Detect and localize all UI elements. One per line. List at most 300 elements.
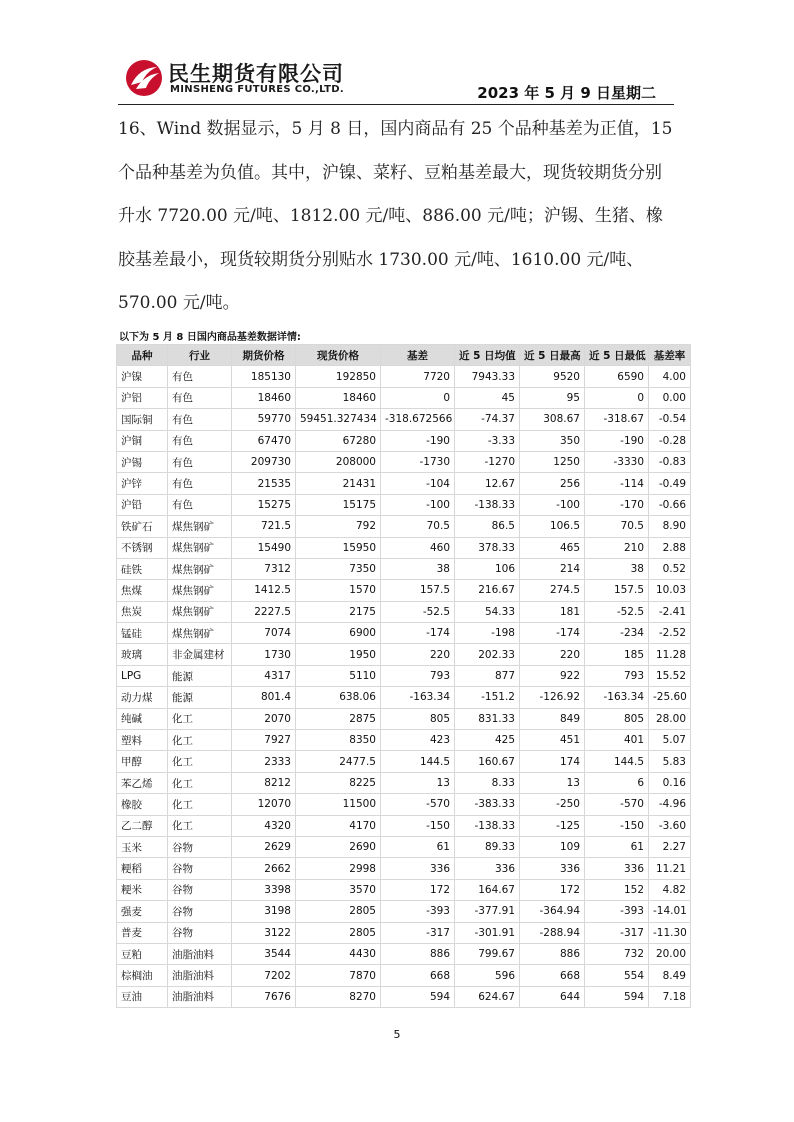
table-caption: 以下为 5 月 8 日国内商品基差数据详情: — [119, 332, 301, 343]
value-cell: 13 — [520, 772, 585, 793]
value-cell: 721.5 — [232, 516, 296, 537]
value-cell: 144.5 — [585, 751, 649, 772]
commodity-cell: 橡胶 — [117, 794, 168, 815]
value-cell: 18460 — [232, 387, 296, 408]
table-row — [117, 623, 691, 644]
value-cell: 61 — [585, 836, 649, 857]
table-row — [117, 836, 691, 857]
value-cell: 181 — [520, 601, 585, 622]
value-cell: 8225 — [296, 772, 381, 793]
commodity-cell: 铁矿石 — [117, 516, 168, 537]
value-cell: 185130 — [232, 366, 296, 387]
value-cell: 732 — [585, 943, 649, 964]
value-cell: 4.00 — [649, 366, 691, 387]
value-cell: 106 — [455, 558, 520, 579]
commodity-cell: 沪铝 — [117, 387, 168, 408]
value-cell: -25.60 — [649, 687, 691, 708]
value-cell: 460 — [381, 537, 455, 558]
value-cell: 7312 — [232, 558, 296, 579]
value-cell: 2998 — [296, 858, 381, 879]
value-cell: 350 — [520, 430, 585, 451]
value-cell: -104 — [381, 473, 455, 494]
commodity-cell: 玉米 — [117, 836, 168, 857]
commodity-cell: 强麦 — [117, 901, 168, 922]
value-cell: 106.5 — [520, 516, 585, 537]
value-cell: 11.21 — [649, 858, 691, 879]
value-cell: 18460 — [296, 387, 381, 408]
value-cell: 7074 — [232, 623, 296, 644]
table-row — [117, 708, 691, 729]
value-cell: -317 — [381, 922, 455, 943]
company-name-cn: 民生期货有限公司 — [168, 62, 344, 86]
industry-cell: 谷物 — [168, 922, 232, 943]
value-cell: 220 — [520, 644, 585, 665]
value-cell: 160.67 — [455, 751, 520, 772]
value-cell: 157.5 — [381, 580, 455, 601]
value-cell: 668 — [520, 965, 585, 986]
value-cell: 877 — [455, 665, 520, 686]
value-cell: 793 — [381, 665, 455, 686]
value-cell: 70.5 — [381, 516, 455, 537]
industry-cell: 化工 — [168, 772, 232, 793]
value-cell: 1412.5 — [232, 580, 296, 601]
value-cell: 401 — [585, 730, 649, 751]
table-row — [117, 986, 691, 1007]
value-cell: 3398 — [232, 879, 296, 900]
value-cell: -0.49 — [649, 473, 691, 494]
column-header: 品种 — [117, 345, 168, 366]
industry-cell: 谷物 — [168, 858, 232, 879]
value-cell: -114 — [585, 473, 649, 494]
value-cell: 624.67 — [455, 986, 520, 1007]
value-cell: -190 — [585, 430, 649, 451]
table-row — [117, 644, 691, 665]
table-row — [117, 879, 691, 900]
value-cell: 59451.327434 — [296, 409, 381, 430]
value-cell: 15490 — [232, 537, 296, 558]
value-cell: 4320 — [232, 815, 296, 836]
commodity-cell: 动力煤 — [117, 687, 168, 708]
commodity-cell: 甲醇 — [117, 751, 168, 772]
minsheng-logo-icon — [124, 58, 164, 98]
industry-cell: 有色 — [168, 430, 232, 451]
value-cell: 214 — [520, 558, 585, 579]
value-cell: -3330 — [585, 451, 649, 472]
value-cell: 792 — [296, 516, 381, 537]
value-cell: 109 — [520, 836, 585, 857]
value-cell: 0 — [585, 387, 649, 408]
value-cell: -138.33 — [455, 815, 520, 836]
industry-cell: 化工 — [168, 815, 232, 836]
industry-cell: 煤焦钢矿 — [168, 580, 232, 601]
value-cell: -4.96 — [649, 794, 691, 815]
value-cell: 172 — [520, 879, 585, 900]
value-cell: 2227.5 — [232, 601, 296, 622]
value-cell: -198 — [455, 623, 520, 644]
value-cell: 425 — [455, 730, 520, 751]
value-cell: 10.03 — [649, 580, 691, 601]
table-row — [117, 387, 691, 408]
value-cell: 594 — [381, 986, 455, 1007]
value-cell: 594 — [585, 986, 649, 1007]
industry-cell: 能源 — [168, 687, 232, 708]
value-cell: 336 — [520, 858, 585, 879]
commodity-cell: 沪铜 — [117, 430, 168, 451]
commodity-cell: 普麦 — [117, 922, 168, 943]
page-number: 5 — [393, 1028, 401, 1041]
value-cell: 1730 — [232, 644, 296, 665]
industry-cell: 能源 — [168, 665, 232, 686]
value-cell: 185 — [585, 644, 649, 665]
value-cell: 11.28 — [649, 644, 691, 665]
value-cell: 1570 — [296, 580, 381, 601]
value-cell: 922 — [520, 665, 585, 686]
value-cell: 2875 — [296, 708, 381, 729]
value-cell: 4317 — [232, 665, 296, 686]
table-row — [117, 558, 691, 579]
value-cell: 7202 — [232, 965, 296, 986]
column-header: 基差率 — [649, 345, 691, 366]
table-row — [117, 665, 691, 686]
value-cell: 1250 — [520, 451, 585, 472]
table-row — [117, 366, 691, 387]
value-cell: 28.00 — [649, 708, 691, 729]
value-cell: 2690 — [296, 836, 381, 857]
value-cell: 7927 — [232, 730, 296, 751]
table-row — [117, 451, 691, 472]
industry-cell: 非金属建材 — [168, 644, 232, 665]
value-cell: 423 — [381, 730, 455, 751]
value-cell: -174 — [520, 623, 585, 644]
table-row — [117, 580, 691, 601]
value-cell: -570 — [585, 794, 649, 815]
value-cell: 644 — [520, 986, 585, 1007]
value-cell: 89.33 — [455, 836, 520, 857]
value-cell: -151.2 — [455, 687, 520, 708]
value-cell: 596 — [455, 965, 520, 986]
value-cell: 308.67 — [520, 409, 585, 430]
value-cell: -11.30 — [649, 922, 691, 943]
value-cell: 70.5 — [585, 516, 649, 537]
industry-cell: 油脂油料 — [168, 986, 232, 1007]
value-cell: -126.92 — [520, 687, 585, 708]
table-row — [117, 473, 691, 494]
value-cell: 210 — [585, 537, 649, 558]
value-cell: -14.01 — [649, 901, 691, 922]
value-cell: -1730 — [381, 451, 455, 472]
value-cell: -2.41 — [649, 601, 691, 622]
commodity-cell: 硅铁 — [117, 558, 168, 579]
value-cell: -0.28 — [649, 430, 691, 451]
value-cell: 336 — [381, 858, 455, 879]
value-cell: 2477.5 — [296, 751, 381, 772]
value-cell: 2070 — [232, 708, 296, 729]
commodity-cell: 沪铅 — [117, 494, 168, 515]
value-cell: 15.52 — [649, 665, 691, 686]
table-row — [117, 730, 691, 751]
value-cell: -250 — [520, 794, 585, 815]
value-cell: 2805 — [296, 922, 381, 943]
value-cell: 3544 — [232, 943, 296, 964]
industry-cell: 油脂油料 — [168, 943, 232, 964]
value-cell: -74.37 — [455, 409, 520, 430]
value-cell: 208000 — [296, 451, 381, 472]
value-cell: 7720 — [381, 366, 455, 387]
value-cell: -0.54 — [649, 409, 691, 430]
value-cell: -190 — [381, 430, 455, 451]
header-date: 2023 年 5 月 9 日星期二 — [477, 84, 656, 102]
value-cell: -0.66 — [649, 494, 691, 515]
value-cell: 638.06 — [296, 687, 381, 708]
value-cell: 3198 — [232, 901, 296, 922]
column-header: 近 5 日均值 — [455, 345, 520, 366]
value-cell: 793 — [585, 665, 649, 686]
value-cell: 465 — [520, 537, 585, 558]
value-cell: 20.00 — [649, 943, 691, 964]
table-row — [117, 858, 691, 879]
value-cell: 6 — [585, 772, 649, 793]
value-cell: -2.52 — [649, 623, 691, 644]
industry-cell: 化工 — [168, 708, 232, 729]
value-cell: 220 — [381, 644, 455, 665]
value-cell: 216.67 — [455, 580, 520, 601]
value-cell: -138.33 — [455, 494, 520, 515]
commodity-cell: 乙二醇 — [117, 815, 168, 836]
column-header: 期货价格 — [232, 345, 296, 366]
column-header: 行业 — [168, 345, 232, 366]
value-cell: 7350 — [296, 558, 381, 579]
value-cell: 2.27 — [649, 836, 691, 857]
industry-cell: 煤焦钢矿 — [168, 537, 232, 558]
value-cell: 0 — [381, 387, 455, 408]
value-cell: 21535 — [232, 473, 296, 494]
value-cell: 886 — [381, 943, 455, 964]
value-cell: 805 — [585, 708, 649, 729]
value-cell: 15175 — [296, 494, 381, 515]
value-cell: -3.60 — [649, 815, 691, 836]
value-cell: 174 — [520, 751, 585, 772]
value-cell: -318.672566 — [381, 409, 455, 430]
value-cell: 7943.33 — [455, 366, 520, 387]
value-cell: -100 — [520, 494, 585, 515]
value-cell: 451 — [520, 730, 585, 751]
commodity-cell: 纯碱 — [117, 708, 168, 729]
value-cell: 2333 — [232, 751, 296, 772]
commodity-cell: 不锈钢 — [117, 537, 168, 558]
table-row — [117, 901, 691, 922]
value-cell: 9520 — [520, 366, 585, 387]
value-cell: 6590 — [585, 366, 649, 387]
industry-cell: 有色 — [168, 409, 232, 430]
value-cell: 3570 — [296, 879, 381, 900]
value-cell: 15275 — [232, 494, 296, 515]
value-cell: 13 — [381, 772, 455, 793]
industry-cell: 谷物 — [168, 901, 232, 922]
value-cell: 45 — [455, 387, 520, 408]
value-cell: 3122 — [232, 922, 296, 943]
table-row — [117, 965, 691, 986]
commodity-cell: 沪锌 — [117, 473, 168, 494]
table-row — [117, 516, 691, 537]
value-cell: 4.82 — [649, 879, 691, 900]
table-row — [117, 430, 691, 451]
table-row — [117, 815, 691, 836]
value-cell: -364.94 — [520, 901, 585, 922]
commodity-cell: 豆油 — [117, 986, 168, 1007]
table-row — [117, 922, 691, 943]
industry-cell: 有色 — [168, 387, 232, 408]
value-cell: 0.52 — [649, 558, 691, 579]
value-cell: 849 — [520, 708, 585, 729]
value-cell: 801.4 — [232, 687, 296, 708]
value-cell: 8.33 — [455, 772, 520, 793]
industry-cell: 谷物 — [168, 879, 232, 900]
value-cell: 209730 — [232, 451, 296, 472]
value-cell: 192850 — [296, 366, 381, 387]
value-cell: 1950 — [296, 644, 381, 665]
value-cell: -150 — [381, 815, 455, 836]
value-cell: 8270 — [296, 986, 381, 1007]
industry-cell: 煤焦钢矿 — [168, 601, 232, 622]
value-cell: 144.5 — [381, 751, 455, 772]
value-cell: 86.5 — [455, 516, 520, 537]
value-cell: -317 — [585, 922, 649, 943]
value-cell: 886 — [520, 943, 585, 964]
value-cell: 59770 — [232, 409, 296, 430]
value-cell: -100 — [381, 494, 455, 515]
value-cell: 157.5 — [585, 580, 649, 601]
value-cell: 831.33 — [455, 708, 520, 729]
industry-cell: 有色 — [168, 494, 232, 515]
industry-cell: 化工 — [168, 751, 232, 772]
value-cell: 4170 — [296, 815, 381, 836]
table-row — [117, 794, 691, 815]
commodity-cell: 塑料 — [117, 730, 168, 751]
value-cell: 15950 — [296, 537, 381, 558]
value-cell: 336 — [585, 858, 649, 879]
value-cell: 12070 — [232, 794, 296, 815]
industry-cell: 有色 — [168, 451, 232, 472]
industry-cell: 谷物 — [168, 836, 232, 857]
value-cell: -163.34 — [381, 687, 455, 708]
value-cell: 274.5 — [520, 580, 585, 601]
commodity-cell: 玻璃 — [117, 644, 168, 665]
value-cell: -234 — [585, 623, 649, 644]
value-cell: -52.5 — [381, 601, 455, 622]
value-cell: 67470 — [232, 430, 296, 451]
value-cell: -170 — [585, 494, 649, 515]
industry-cell: 化工 — [168, 794, 232, 815]
value-cell: 5.07 — [649, 730, 691, 751]
value-cell: 67280 — [296, 430, 381, 451]
commodity-cell: 豆粕 — [117, 943, 168, 964]
value-cell: -318.67 — [585, 409, 649, 430]
value-cell: -301.91 — [455, 922, 520, 943]
table-header-row — [117, 345, 691, 366]
value-cell: -3.33 — [455, 430, 520, 451]
industry-cell: 有色 — [168, 473, 232, 494]
value-cell: 336 — [455, 858, 520, 879]
value-cell: 799.67 — [455, 943, 520, 964]
table-row — [117, 494, 691, 515]
industry-cell: 油脂油料 — [168, 965, 232, 986]
value-cell: 2805 — [296, 901, 381, 922]
value-cell: -383.33 — [455, 794, 520, 815]
value-cell: 5110 — [296, 665, 381, 686]
value-cell: 7676 — [232, 986, 296, 1007]
value-cell: -163.34 — [585, 687, 649, 708]
value-cell: 8.90 — [649, 516, 691, 537]
commodity-cell: 粳米 — [117, 879, 168, 900]
value-cell: 0.16 — [649, 772, 691, 793]
value-cell: -125 — [520, 815, 585, 836]
value-cell: -52.5 — [585, 601, 649, 622]
commodity-cell: 焦煤 — [117, 580, 168, 601]
value-cell: -393 — [585, 901, 649, 922]
value-cell: 2662 — [232, 858, 296, 879]
basis-data-table — [116, 344, 691, 1008]
value-cell: 805 — [381, 708, 455, 729]
value-cell: 61 — [381, 836, 455, 857]
value-cell: 202.33 — [455, 644, 520, 665]
table-row — [117, 601, 691, 622]
value-cell: 4430 — [296, 943, 381, 964]
value-cell: -174 — [381, 623, 455, 644]
commodity-cell: 棕榈油 — [117, 965, 168, 986]
value-cell: 95 — [520, 387, 585, 408]
value-cell: 2.88 — [649, 537, 691, 558]
table-row — [117, 772, 691, 793]
value-cell: 0.00 — [649, 387, 691, 408]
value-cell: -377.91 — [455, 901, 520, 922]
value-cell: 54.33 — [455, 601, 520, 622]
value-cell: 7.18 — [649, 986, 691, 1007]
commodity-cell: 焦炭 — [117, 601, 168, 622]
value-cell: 2629 — [232, 836, 296, 857]
table-row — [117, 409, 691, 430]
table-row — [117, 751, 691, 772]
value-cell: 164.67 — [455, 879, 520, 900]
value-cell: 2175 — [296, 601, 381, 622]
industry-cell: 煤焦钢矿 — [168, 516, 232, 537]
value-cell: 7870 — [296, 965, 381, 986]
industry-cell: 煤焦钢矿 — [168, 558, 232, 579]
value-cell: 21431 — [296, 473, 381, 494]
commodity-cell: 苯乙烯 — [117, 772, 168, 793]
column-header: 近 5 日最高 — [520, 345, 585, 366]
commodity-cell: 锰硅 — [117, 623, 168, 644]
value-cell: 6900 — [296, 623, 381, 644]
industry-cell: 煤焦钢矿 — [168, 623, 232, 644]
value-cell: 8.49 — [649, 965, 691, 986]
value-cell: 152 — [585, 879, 649, 900]
value-cell: -288.94 — [520, 922, 585, 943]
value-cell: 172 — [381, 879, 455, 900]
value-cell: -0.83 — [649, 451, 691, 472]
table-row — [117, 943, 691, 964]
value-cell: -393 — [381, 901, 455, 922]
column-header: 近 5 日最低 — [585, 345, 649, 366]
company-name-en: MINSHENG FUTURES CO.,LTD. — [170, 84, 344, 95]
value-cell: 554 — [585, 965, 649, 986]
commodity-cell: 粳稻 — [117, 858, 168, 879]
value-cell: 5.83 — [649, 751, 691, 772]
commodity-cell: 国际铜 — [117, 409, 168, 430]
value-cell: -150 — [585, 815, 649, 836]
table-row — [117, 537, 691, 558]
table-row — [117, 687, 691, 708]
commodity-cell: LPG — [117, 665, 168, 686]
